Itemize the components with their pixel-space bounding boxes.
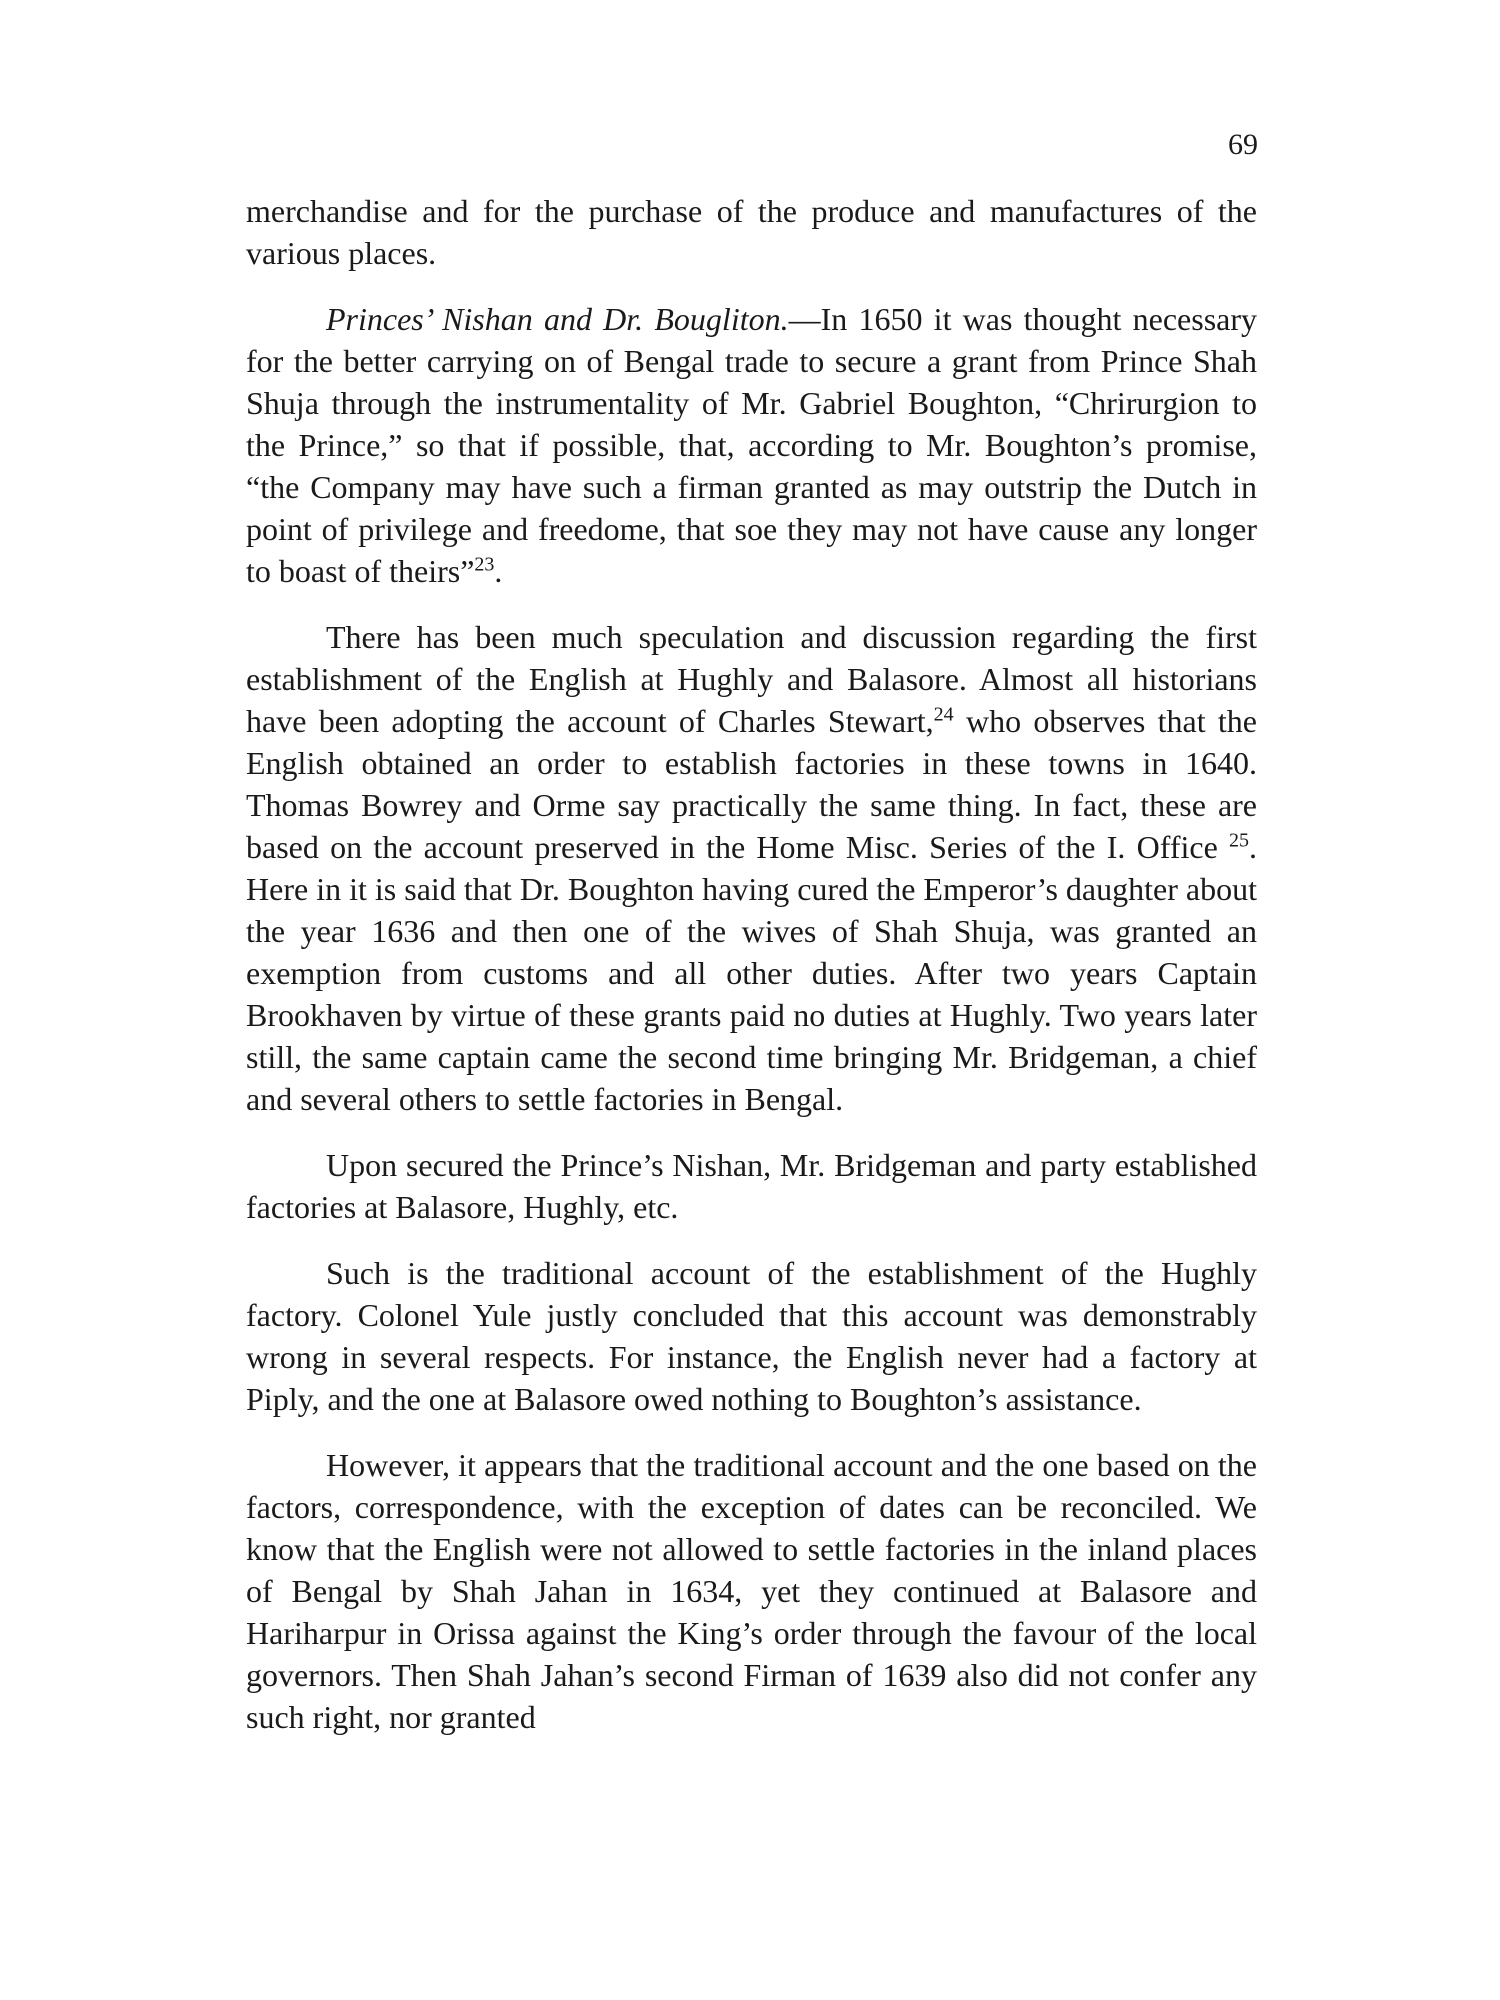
paragraph-text: . Here in it is said that Dr. Boughton having cured the Emperor’s daughter about the year 1636 and then one of the wives of Shah Shuja, was granted an exemption from customs and all other duties. After two years Captain Brookhaven by virtue of these grants paid no duties at Hughly. Two years later still, the same captain came the second time bringing Mr. Bridgeman, a chief and several others to settle factories in Bengal.	[246, 829, 1257, 1117]
paragraph-text: merchandise and for the purchase of the produce and manufactures of the various places.	[246, 193, 1257, 271]
paragraph-continued	[246, 190, 1257, 274]
paragraph-text: Such is the traditional account of the establishment of the Hughly factory. Colonel Yule justly concluded that this account was demonstrably wrong in several respects. For instance, the English never had a factory at Piply, and the one at Balasore owed nothing to Boughton’s assistance.	[246, 1255, 1257, 1417]
footnote-marker-23: 23	[474, 553, 495, 576]
paragraph-traditional-account	[246, 1252, 1257, 1420]
paragraph-text: There has been much speculation and discussion regarding the first establishment of the English at Hughly and Balasore. Almost all historians have been adopting the account of Charles Stewart,	[246, 619, 1257, 739]
paragraph-text: However, it appears that the traditional account and the one based on the factors, correspondence, with the exception of dates can be reconciled. We know that the English were not allowed to settle factories in the inland places of Bengal by Shah Jahan in 1634, yet they continued at Balasore and Hariharpur in Orissa against the King’s order through the favour of the local governors. Then Shah Jahan’s second Firman of 1639 also did not confer any such right, nor granted	[246, 1447, 1257, 1735]
paragraph-reconciled	[246, 1444, 1257, 1738]
footnote-marker-24: 24	[933, 703, 954, 726]
paragraph-speculation	[246, 616, 1257, 1120]
paragraph-text: —In 1650 it was thought necessary for the better carrying on of Bengal trade to secure a grant from Prince Shah Shuja through the instrumentality of Mr. Gabriel Boughton, “Chrirurgion to the Prince,” so that if possible, that, according to Mr. Boughton’s promise, “the Company may have such a firman granted as may outstrip the Dutch in point of privilege and freedome, that soe they may not have cause any longer to boast of theirs”	[246, 301, 1258, 589]
paragraph-text: Upon secured the Prince’s Nishan, Mr. Bridgeman and party established factories at Balasore, Hughly, etc.	[246, 1147, 1257, 1225]
paragraph-princes-nishan	[246, 298, 1257, 592]
footnote-marker-25: 25	[1229, 829, 1249, 852]
page-number: 69	[1228, 128, 1258, 161]
section-heading-inline: Princes’ Nishan and Dr. Bougliton.	[326, 301, 789, 337]
paragraph-nishan-secured	[246, 1144, 1257, 1228]
body-text	[246, 190, 1257, 1762]
paragraph-text-end: .	[494, 553, 503, 589]
paragraph-text: who observes that the English obtained an order to establish factories in these towns in 1640. Thomas Bowrey and Orme say practically the same thing. In fact, these are based on the account preserved in the Home Misc. Series of the I. Office	[246, 703, 1258, 865]
